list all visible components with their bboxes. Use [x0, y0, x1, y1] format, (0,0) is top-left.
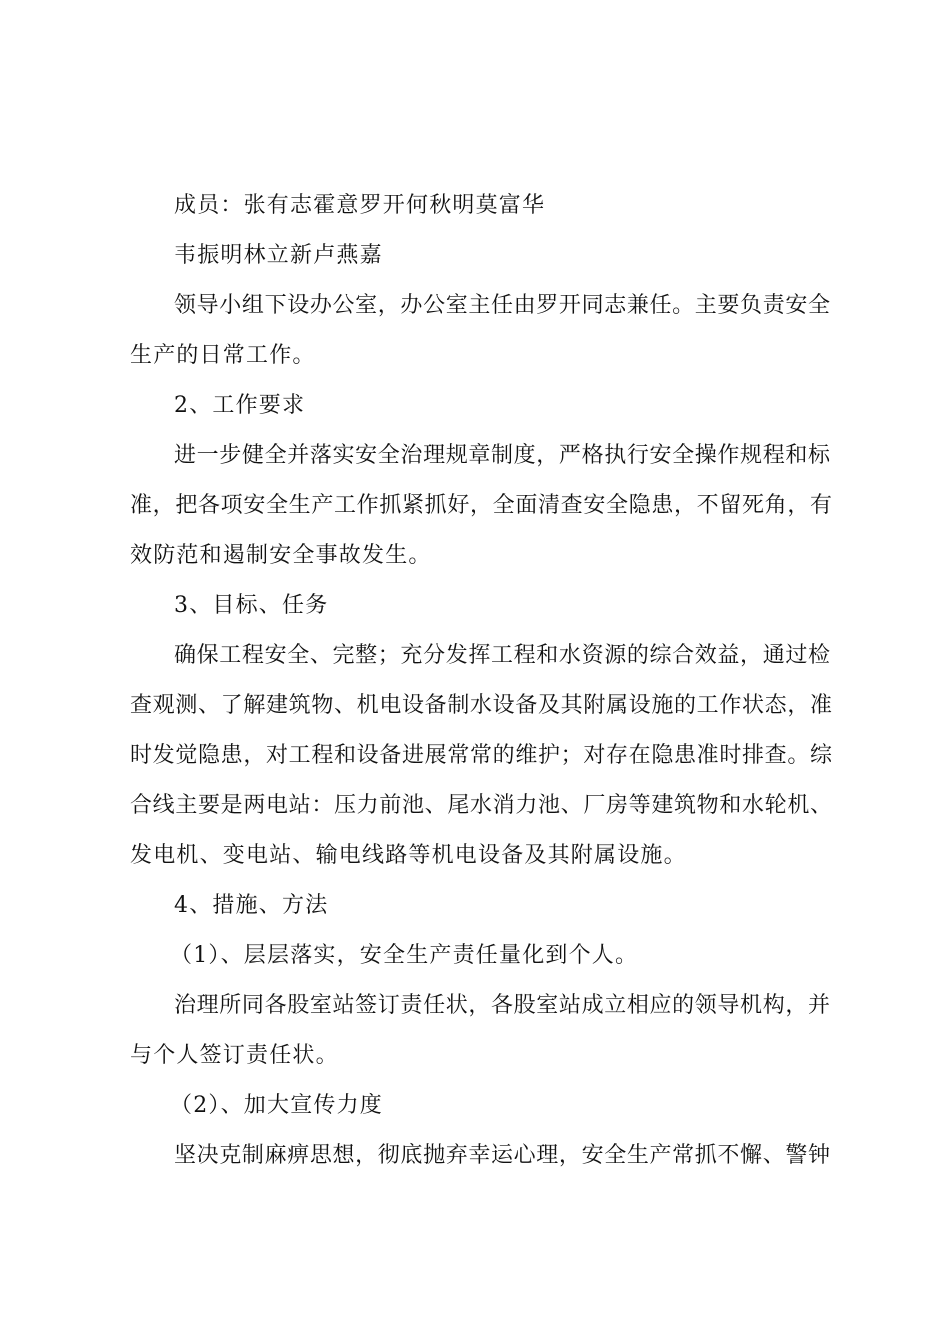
- subheading-responsibility: （1）、层层落实，安全生产责任量化到个人。: [170, 943, 639, 968]
- paragraph-requirements-line-3: 效防范和遏制安全事故发生。: [130, 543, 432, 568]
- section-heading-measures-methods: 4、措施、方法: [174, 893, 329, 918]
- paragraph-goals-line-4: 合线主要是两电站：压力前池、尾水消力池、厂房等建筑物和水轮机、: [130, 793, 832, 818]
- section-heading-goals-tasks: 3、目标、任务: [174, 593, 329, 618]
- section-heading-work-requirements: 2、工作要求: [174, 393, 306, 418]
- paragraph-office-line-1: 领导小组下设办公室，办公室主任由罗开同志兼任。主要负责安全: [174, 293, 830, 318]
- paragraph-responsibility-line-1: 治理所同各股室站签订责任状，各股室站成立相应的领导机构，并: [174, 993, 830, 1018]
- paragraph-goals-line-5: 发电机、变电站、输电线路等机电设备及其附属设施。: [130, 843, 687, 868]
- paragraph-requirements-line-2: 准，把各项安全生产工作抓紧抓好，全面清查安全隐患，不留死角，有: [130, 493, 832, 518]
- paragraph-requirements-line-1: 进一步健全并落实安全治理规章制度，严格执行安全操作规程和标: [174, 443, 830, 468]
- paragraph-responsibility-line-2: 与个人签订责任状。: [130, 1043, 339, 1068]
- members-line-2: 韦振明林立新卢燕嘉: [174, 243, 383, 268]
- paragraph-goals-line-2: 查观测、了解建筑物、机电设备制水设备及其附属设施的工作状态，准: [130, 693, 832, 718]
- paragraph-publicity-line-1: 坚决克制麻痹思想，彻底抛弃幸运心理，安全生产常抓不懈、警钟: [174, 1143, 830, 1168]
- paragraph-goals-line-3: 时发觉隐患，对工程和设备进展常常的维护；对存在隐患准时排查。综: [130, 743, 832, 768]
- paragraph-office-line-2: 生产的日常工作。: [130, 343, 316, 368]
- paragraph-goals-line-1: 确保工程安全、完整；充分发挥工程和水资源的综合效益，通过检: [174, 643, 830, 668]
- members-line-1: 成员：张有志霍意罗开何秋明莫富华: [174, 193, 546, 218]
- subheading-publicity: （2）、加大宣传力度: [170, 1093, 383, 1118]
